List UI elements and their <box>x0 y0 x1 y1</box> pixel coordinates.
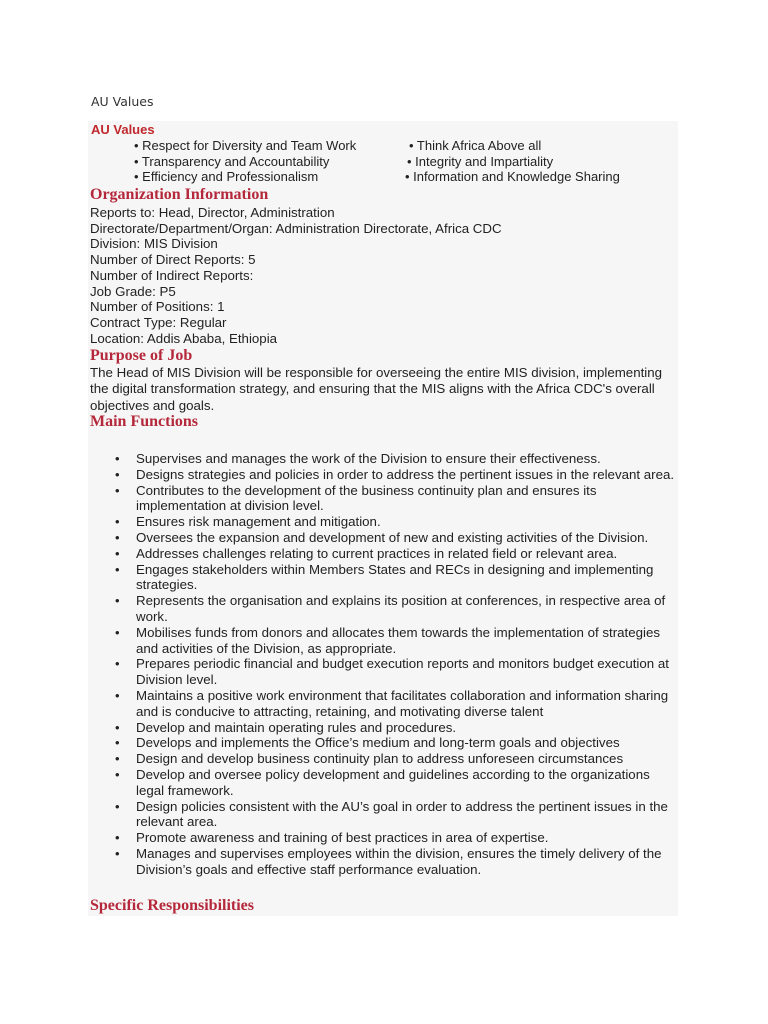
list-item-text: Engages stakeholders within Members States and RECs in designing and implementing strategies. <box>136 561 654 593</box>
list-item-text: Develops and implements the Office’s medium and long-term goals and objectives <box>136 735 620 751</box>
value-item: • Think Africa Above all <box>409 138 542 153</box>
bullet-icon: • <box>115 751 120 767</box>
list-item <box>90 514 680 530</box>
purpose-text: The Head of MIS Division will be responsible for overseeing the entire MIS division, implementing the digital transformation strategy, and ensuring that the MIS aligns with the Africa CDC's overall objectives and goals. <box>90 365 663 413</box>
bullet-icon: • <box>115 545 120 561</box>
list-item-text: Mobilises funds from donors and allocates them towards the implementation of strategies and activities of the Division, as appropriate. <box>136 624 661 656</box>
job-grade-line: Job Grade: P5 <box>90 283 176 299</box>
list-item <box>90 546 680 562</box>
list-item-text: Develop and oversee policy development and guidelines according to the organizations legal framework. <box>136 766 650 798</box>
bullet-icon: • <box>115 451 120 466</box>
list-item-text: Design and develop business continuity plan to address unforeseen circumstances <box>136 751 624 767</box>
bullet-icon: • <box>115 845 120 861</box>
list-item-text: Ensures risk management and mitigation. <box>136 514 381 530</box>
organization-heading: Organization Information <box>90 186 269 203</box>
list-item <box>90 451 680 467</box>
bullet-icon: • <box>115 687 120 703</box>
list-item-text: Supervises and manages the work of the Division to ensure their effectiveness. <box>136 451 601 466</box>
value-item: • Integrity and Impartiality <box>407 153 554 169</box>
bullet-icon: • <box>115 656 120 672</box>
list-item-text: Oversees the expansion and development of new and existing activities of the Division. <box>136 529 649 545</box>
bullet-icon: • <box>115 766 120 782</box>
purpose-heading: Purpose of Job <box>90 347 193 364</box>
list-item-text: Design policies consistent with the AU’s goal in order to address the pertinent issues in the relevant area. <box>136 798 668 830</box>
list-item <box>90 720 680 736</box>
document-label: AU Values <box>91 94 154 109</box>
list-item-text: Manages and supervises employees within the division, ensures the timely delivery of the Division’s goals and effective staff performance evaluation. <box>136 845 662 877</box>
list-item <box>90 846 680 878</box>
list-item <box>90 767 680 799</box>
value-item: • Transparency and Accountability <box>134 153 330 169</box>
list-item <box>90 830 680 846</box>
list-item <box>90 751 680 767</box>
list-item-text: Contributes to the development of the business continuity plan and ensures its implementation at division level. <box>136 482 597 514</box>
division-line: Division: MIS Division <box>90 236 218 252</box>
bullet-icon: • <box>115 482 120 498</box>
list-item-text: Maintains a positive work environment that facilitates collaboration and information sharing and is conducive to attracting, retaining, and motivating diverse talent <box>136 687 669 719</box>
list-item-text: Develop and maintain operating rules and procedures. <box>136 719 457 735</box>
main-functions-heading: Main Functions <box>90 413 199 430</box>
bullet-icon: • <box>115 719 120 735</box>
list-item-text: Promote awareness and training of best practices in area of expertise. <box>136 830 549 846</box>
list-item <box>90 530 680 546</box>
indirect-reports-line: Number of Indirect Reports: <box>90 267 254 283</box>
positions-line: Number of Positions: 1 <box>90 299 225 315</box>
bullet-icon: • <box>115 561 120 577</box>
value-item: • Efficiency and Professionalism <box>134 169 319 184</box>
list-item-text: Designs strategies and policies in order to address the pertinent issues in the relevant area. <box>136 466 675 482</box>
value-item: • Respect for Diversity and Team Work <box>134 138 357 153</box>
reports-to-line: Reports to: Head, Director, Administration <box>90 205 335 220</box>
list-item <box>90 467 680 483</box>
list-item <box>90 688 680 720</box>
list-item <box>90 625 680 657</box>
direct-reports-line: Number of Direct Reports: 5 <box>90 252 256 268</box>
list-item <box>90 483 680 515</box>
value-item: • Information and Knowledge Sharing <box>405 169 620 184</box>
location-line: Location: Addis Ababa, Ethiopia <box>90 330 278 346</box>
list-item <box>90 735 680 751</box>
list-item-text: Represents the organisation and explains its position at conferences, in respective area of work. <box>136 593 666 624</box>
list-item <box>90 799 680 831</box>
au-values-heading: AU Values <box>91 122 155 137</box>
specific-responsibilities-heading: Specific Responsibilities <box>90 897 255 914</box>
bullet-icon: • <box>115 798 120 814</box>
bullet-icon: • <box>115 624 120 640</box>
list-item-text: Prepares periodic financial and budget execution reports and monitors budget execution at Division level. <box>136 656 669 688</box>
bullet-icon: • <box>115 529 120 545</box>
bullet-icon: • <box>115 735 120 751</box>
bullet-icon: • <box>115 593 120 609</box>
bullet-icon: • <box>115 830 120 846</box>
contract-type-line: Contract Type: Regular <box>90 314 227 330</box>
list-item <box>90 562 680 594</box>
directorate-line: Directorate/Department/Organ: Administration Directorate, Africa CDC <box>90 220 502 236</box>
organization-info <box>90 205 502 346</box>
main-functions-list <box>90 451 680 878</box>
bullet-icon: • <box>115 514 120 530</box>
list-item-text: Addresses challenges relating to current practices in related field or relevant area. <box>136 545 618 561</box>
list-item <box>90 593 680 625</box>
list-item <box>90 656 680 688</box>
bullet-icon: • <box>115 466 120 482</box>
